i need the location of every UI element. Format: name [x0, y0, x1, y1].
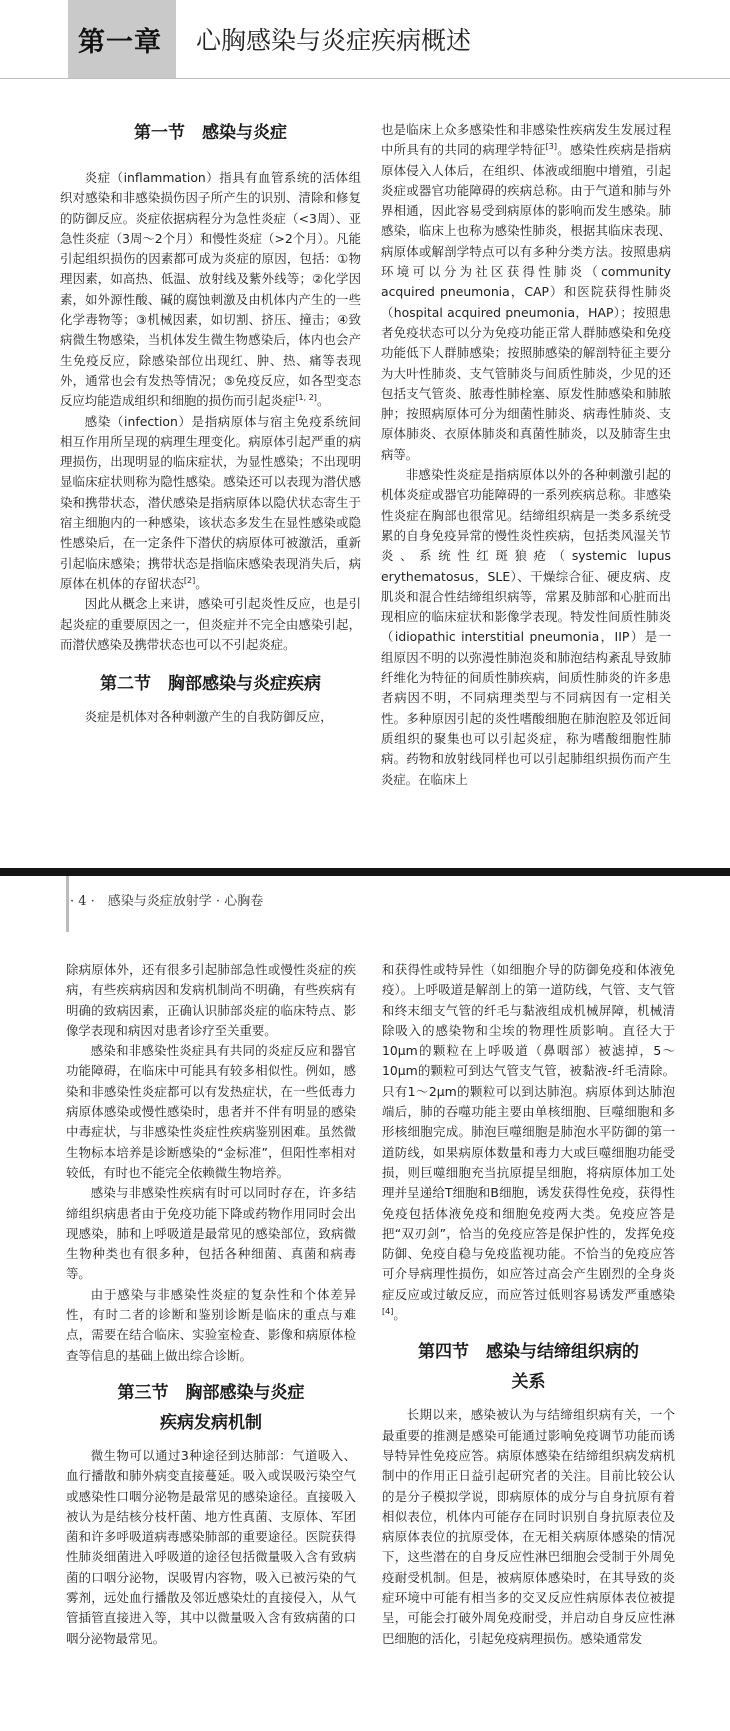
section-2-title: 第二节 胸部感染与炎症疾病 [100, 674, 321, 695]
section-3-heading [66, 1378, 356, 1438]
paragraph: 微生物可以通过3种途径到达肺部：气道吸入、血行播散和肺外病变直接蔓延。吸入或误吸污染空气或感染性口咽分泌物是最常见的感染途径。直接吸入被认为是结核分枝杆菌、地方性真菌、支原体、军团菌和许多呼吸道病毒感染肺部的重要途径。医院获得性肺炎细菌进入呼吸道的途径包括微量吸入含有致病菌的口咽分泌物，误吸胃内容物，吸入已被污染的气雾剂，远处血行播散及邻近感染灶的直接侵入，从气管插管直接进入等，其中以微量吸入含有致病菌的口咽分泌物最常见。 [66, 1447, 356, 1646]
paragraph: 长期以来，感染被认为与结缔组织病有关，一个最重要的推测是感染可能通过影响免疫调节功能而诱导特异性免疫应答。病原体感染在结缔组织病发病机制中的作用正日益引起研究者的关注。目前比较公认的是分子模拟学说，即病原体的成分与自身抗原有着相似表位，机体内可能存在同时识别自身抗原表位及病原体表位的抗原受体，在无相关病原体感染的情况下，这些潜在的自身反应性淋巴细胞会受制于外周免疫耐受机制。但是，被病原体感染时，在其导致的炎症环境中可能有相当多的交叉反应性病原体表位被提呈，可能会打破外周免疫耐受，并启动自身反应性淋巴细胞的活化，引起免疫病理损伤。感染通常发 [382, 1407, 675, 1646]
paragraph: 感染与非感染性疾病有时可以同时存在，许多结缔组织病患者由于免疫功能下降或药物作用同时会出现感染，肺和上呼吸道是最常见的感染部位，致病微生物种类也有很多种，包括各种细菌、真菌和病毒等。 [66, 1185, 356, 1282]
page2-left-column [66, 960, 356, 1649]
paragraph: 也是临床上众多感染性和非感染性疾病发生发展过程中所具有的共同的病理学特征[3]。感染性疾病是指病原体侵入人体后，在组织、体液或细胞中增殖，引起炎症或器官功能障碍的疾病总称。由于气道和肺与外界相通，因此容易受到病原体的影响而发生感染。肺感染，临床上也称为感染性肺炎，根据其临床表现、病原体或解剖学特点可以有多种分类方法。按照患病环境可以分为社区获得性肺炎（community acquired pneumonia，CAP）和医院获得性肺炎（hospital acquired pneumonia，HAP）；按照患者免疫状态可以分为免疫功能正常人群肺感染和免疫功能低下人群肺感染；按照肺感染的解剖特征主要分为大叶性肺炎、支气管肺炎与间质性肺炎，少见的还包括支气管炎、脓毒性肺栓塞、原发性肺感染和肺脓肿；按照病原体可分为细菌性肺炎、病毒性肺炎、支原体肺炎、衣原体肺炎和真菌性肺炎，以及肺寄生虫病等。 [381, 122, 672, 462]
citation: [4] [382, 1306, 394, 1316]
section-4-title-line-1: 第四节 感染与结缔组织病的 [418, 1342, 639, 1363]
paragraph: 非感染性炎症是指病原体以外的各种刺激引起的机体炎症或器官功能障碍的一系列疾病总称。非感染性炎症在胸部也很常见。结缔组织病是一类多系统受累的自身免疫异常的慢性炎性疾病，包括类风湿关节炎、系统性红斑狼疮（systemic lupus erythematosus，SLE）、干燥综合征、硬皮病、皮肌炎和混合性结缔组织病等，常累及肺部和心脏而出现相应的临床症状和影像学表现。特发性间质性肺炎（idiopathic interstitial pneumonia，IIP）是一组原因不明的以弥漫性肺泡炎和肺泡结构紊乱导致肺纤维化为特征的间质性肺疾病，间质性肺炎的许多患者病因不明，不同病理类型与不同病因有一定相关性。多种原因引起的炎性嗜酸细胞在肺泡腔及邻近间质组织的聚集也可以引起炎症，称为嗜酸细胞性肺病。药物和放射线同样也可以引起肺组织损伤而产生炎症。在临床上 [381, 467, 671, 787]
page1-right-column [381, 120, 671, 790]
citation: [3] [545, 142, 558, 152]
page2-right-column [382, 960, 675, 1649]
paragraph: 炎症（inflammation）指具有血管系统的活体组织对感染和非感染损伤因子所产生的识别、清除和修复的防御反应。炎症依据病程分为急性炎症（<3周）、亚急性炎症（3周～2个月）和慢性炎症（>2个月）。凡能引起组织损伤的因素都可成为炎症的原因，包括：①物理因素，如高热、低温、放射线及紫外线等；②化学因素，如外源性酸、碱的腐蚀刺激及由机体内产生的一些化学毒物等；③机械因素，如切割、挤压、撞击；④致病微生物感染，当机体发生微生物感染后，体内也会产生免疫反应，除感染部位出现红、肿、热、痛等表现外，通常也会有发热等情况；⑤免疫反应，如各型变态反应均能造成组织和细胞的损伤而引起炎症[1, 2]。 [60, 170, 361, 409]
citation: [2] [183, 575, 196, 585]
section-4-heading [382, 1337, 675, 1397]
section-1-title: 第一节 感染与炎症 [134, 123, 287, 143]
chapter-number: 第一章 [78, 27, 162, 58]
paragraph: 感染（infection）是指病原体与宿主免疫系统间相互作用所呈现的病理生理变化。病原体引起严重的病理损伤，出现明显的临床症状，为显性感染；不出现明显临床症状则称为隐性感染。感染还可以表现为潜伏感染和携带状态，潜伏感染是指病原体以隐伏状态寄生于宿主细胞内的一种感染，该状态多发生在显性感染或隐性感染后，在一定条件下潜伏的病原体可被激活，重新引起临床感染；携带状态是指临床感染表现消失后，病原体在机体的存留状态[2]。 [60, 413, 361, 591]
paragraph: 除病原体外，还有很多引起肺部急性或慢性炎症的疾病，有些疾病病因和发病机制尚不明确，有些疾病有明确的致病因素，正确认识肺部炎症的临床特点、影像学表现和病因对患者诊疗至关重要。 [66, 962, 356, 1038]
paragraph: 由于感染与非感染性炎症的复杂性和个体差异性，有时二者的诊断和鉴别诊断是临床的重点与难点，需要在结合临床、实验室检查、影像和病原体检查等信息的基础上做出综合诊断。 [66, 1286, 356, 1363]
section-4-title-line-2: 关系 [511, 1372, 546, 1393]
running-head: · 4 · 感染与炎症放射学 · 心胸卷 [70, 894, 264, 909]
section-3-title-line-2: 疾病发病机制 [160, 1412, 262, 1433]
paragraph: 感染和非感染性炎症具有共同的炎症反应和器官功能障碍，在临床中可能具有较多相似性。例如，感染和非感染性炎症都可以有发热症状，在一些低毒力病原体感染或慢性感染时，患者并不伴有明显的感染中毒症状，与非感染性炎症性疾病鉴别困难。虽然微生物标本培养是诊断感染的“金标准”，但阳性率相对较低，有时也不能完全依赖微生物培养。 [66, 1043, 356, 1180]
paragraph: 和获得性或特异性（如细胞介导的防御免疫和体液免疫）。上呼吸道是解剖上的第一道防线，气管、支气管和终末细支气管的纤毛与黏液组成机械屏障，机械清除吸入的感染物和尘埃的物理性质影响。直径大于10μm的颗粒在上呼吸道（鼻咽部）被滤掉，5～10μm的颗粒可到达气管支气管，被黏液-纤毛清除。只有1～2μm的颗粒可以到达肺泡。病原体到达肺泡端后，肺的吞噬功能主要由单核细胞、巨噬细胞和多形核细胞完成。肺泡巨噬细胞是肺泡水平防御的第一道防线，如果病原体数量和毒力大或巨噬细胞功能受损，则巨噬细胞充当抗原提呈细胞，将病原体加工处理并呈递给T细胞和B细胞，诱发获得性免疫，获得性免疫包括体液免疫和细胞免疫两大类。免疫应答是把“双刃剑”，恰当的免疫应答是保护性的，发挥免疫防御、免疫自稳与免疫监视功能。不恰当的免疫应答可介导病理性损伤，如应答过高会产生剧烈的全身炎症反应或过敏反应，而应答过低则容易诱发严重感染[4]。 [382, 962, 675, 1323]
chapter-title: 心胸感染与炎症疾病概述 [196, 26, 472, 55]
paragraph: 炎症是机体对各种刺激产生的自我防御反应， [84, 709, 333, 725]
page-1 [0, 0, 730, 846]
page-2 [0, 876, 730, 1731]
chapter-header [0, 0, 730, 79]
section-3-title-line-1: 第三节 胸部感染与炎症 [117, 1382, 305, 1403]
page-separator [0, 846, 730, 876]
citation: [1, 2] [295, 393, 317, 403]
paragraph: 因此从概念上来讲，感染可引起炎性反应，也是引起炎症的重要原因之一，但炎症并不完全由感染引起，而潜伏感染及携带状态也可以不引起炎症。 [60, 596, 361, 652]
running-head-rule [66, 876, 69, 932]
page1-left-column [60, 118, 361, 727]
